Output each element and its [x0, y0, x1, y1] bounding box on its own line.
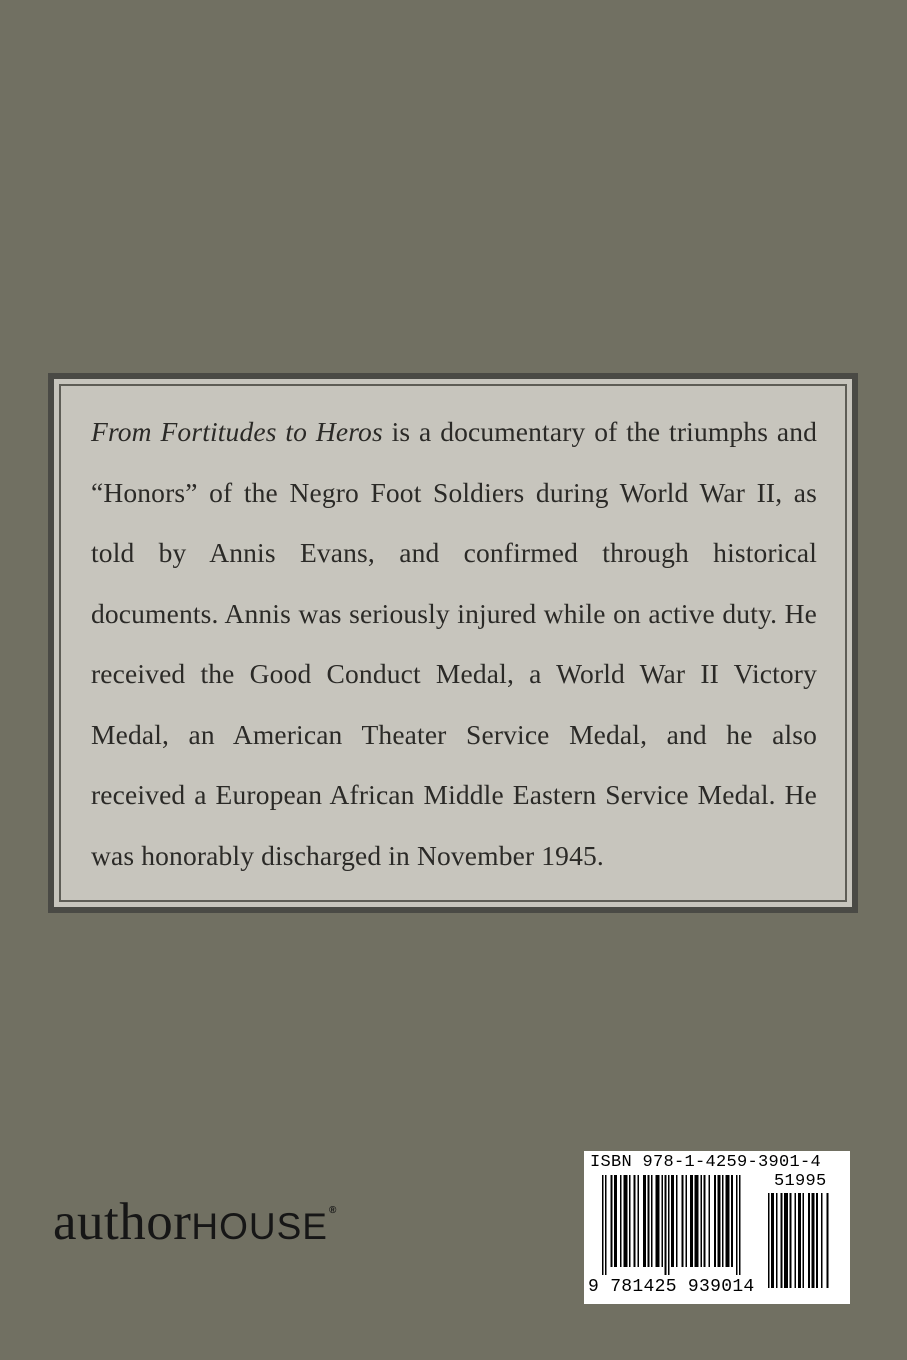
- blurb-inner-border: [59, 384, 847, 902]
- barcode-digits: 9 781425 939014: [588, 1277, 755, 1297]
- price-code: 51995: [774, 1172, 827, 1191]
- blurb-frame: [48, 373, 858, 913]
- registered-mark: ®: [328, 1205, 337, 1216]
- ean-barcode: [602, 1175, 760, 1275]
- blurb-paragraph: [91, 402, 817, 886]
- publisher-logo: [53, 1193, 337, 1252]
- barcode-box: [584, 1151, 850, 1304]
- logo-house-text: HOUSE: [191, 1206, 328, 1247]
- logo-author-text: author: [53, 1193, 192, 1251]
- isbn-label: ISBN 978-1-4259-3901-4: [590, 1153, 822, 1172]
- blurb-panel: [54, 379, 852, 907]
- addon-barcode: [768, 1193, 842, 1296]
- blurb-body: is a documentary of the triumphs and “Honors” of the Negro Foot Soldiers during World War II, as told by Annis Evans, and confirmed through historical documents. Annis was seriously injured while on active duty. He received the Good Conduct Medal, a World War II Victory Medal, an American Theater Service Medal, and he also received a European African Middle Eastern Service Medal. He was honorably discharged in November 1945.: [91, 416, 817, 871]
- book-title: From Fortitudes to Heros: [91, 416, 383, 447]
